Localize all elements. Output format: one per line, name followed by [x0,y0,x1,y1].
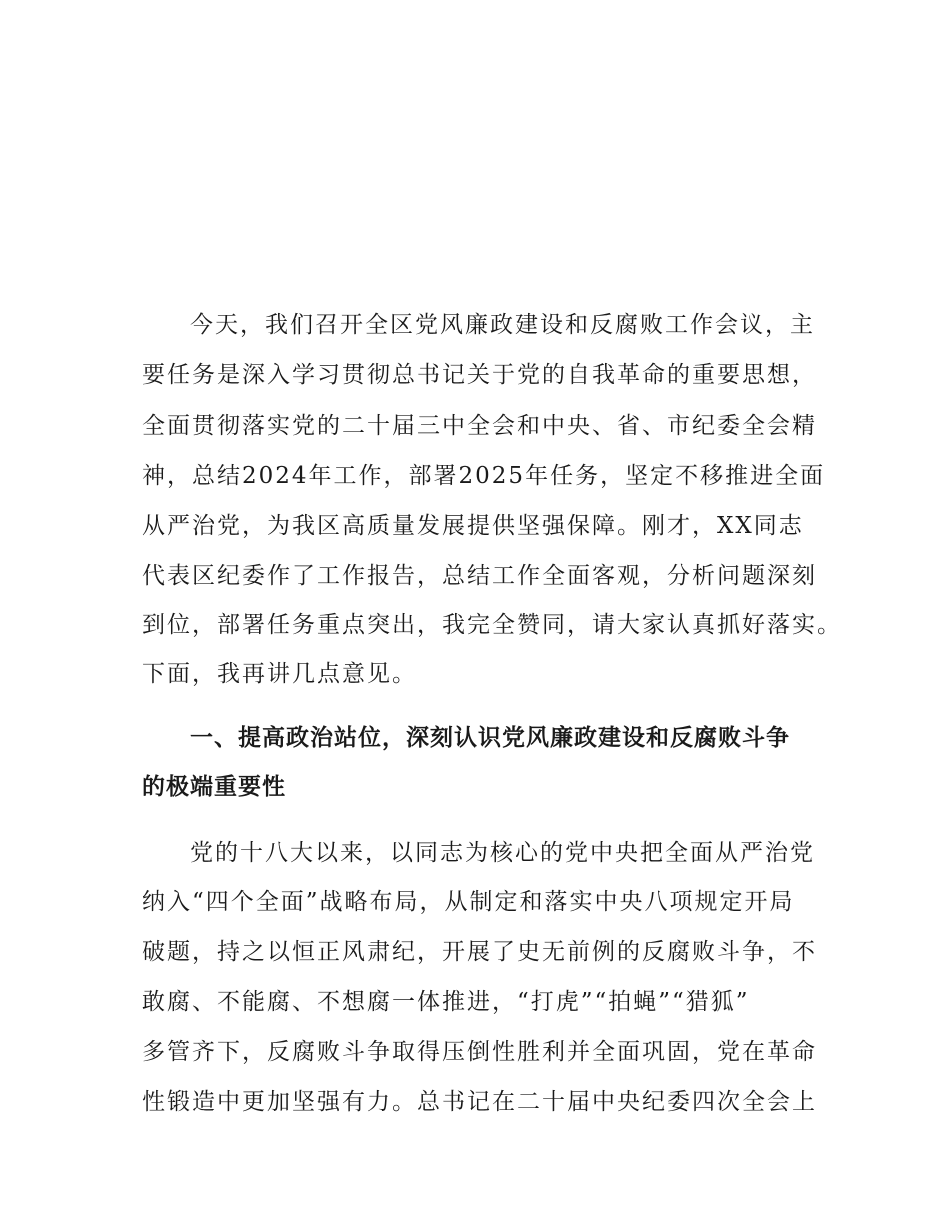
paragraph-1-line-5: 从严治党，为我区高质量发展提供坚强保障。刚才，XX同志 [142,513,804,539]
paragraph-1-line-8: 下面，我再讲几点意见。 [142,661,417,687]
paragraph-1-line-7: 到位，部署任务重点突出，我完全赞同，请大家认真抓好落实。 [142,612,842,638]
paragraph-2-line-1: 党的十八大以来，以同志为核心的党中央把全面从严治党 [190,840,815,866]
paragraph-1-line-3: 全面贯彻落实党的二十届三中全会和中央、省、市纪委全会精 [142,413,817,439]
paragraph-2-line-5: 多管齐下，反腐败斗争取得压倒性胜利并全面巩固，党在革命 [142,1039,817,1065]
paragraph-2-line-6: 性锻造中更加坚强有力。总书记在二十届中央纪委四次全会上 [142,1089,817,1115]
paragraph-2-line-3: 破题，持之以恒正风肃纪，开展了史无前例的反腐败斗争，不 [142,939,817,965]
section-1-heading-line-2: 的极端重要性 [142,774,286,800]
paragraph-2-line-2: 纳入“四个全面”战略布局，从制定和落实中央八项规定开局 [142,889,795,915]
paragraph-1-line-4: 神，总结2024年工作，部署2025年任务，坚定不移推进全面 [142,463,826,489]
paragraph-1-line-2: 要任务是深入学习贯彻总书记关于党的自我革命的重要思想， [142,362,817,388]
paragraph-2-line-4: 敢腐、不能腐、不想腐一体推进，“打虎”“拍蝇”“猎狐” [142,989,750,1015]
paragraph-1-line-1: 今天，我们召开全区党风廉政建设和反腐败工作会议，主 [190,312,815,338]
paragraph-1-line-6: 代表区纪委作了工作报告，总结工作全面客观，分析问题深刻 [142,563,817,589]
section-1-heading-line-1: 一、提高政治站位，深刻认识党风廉政建设和反腐败斗争 [190,725,790,751]
